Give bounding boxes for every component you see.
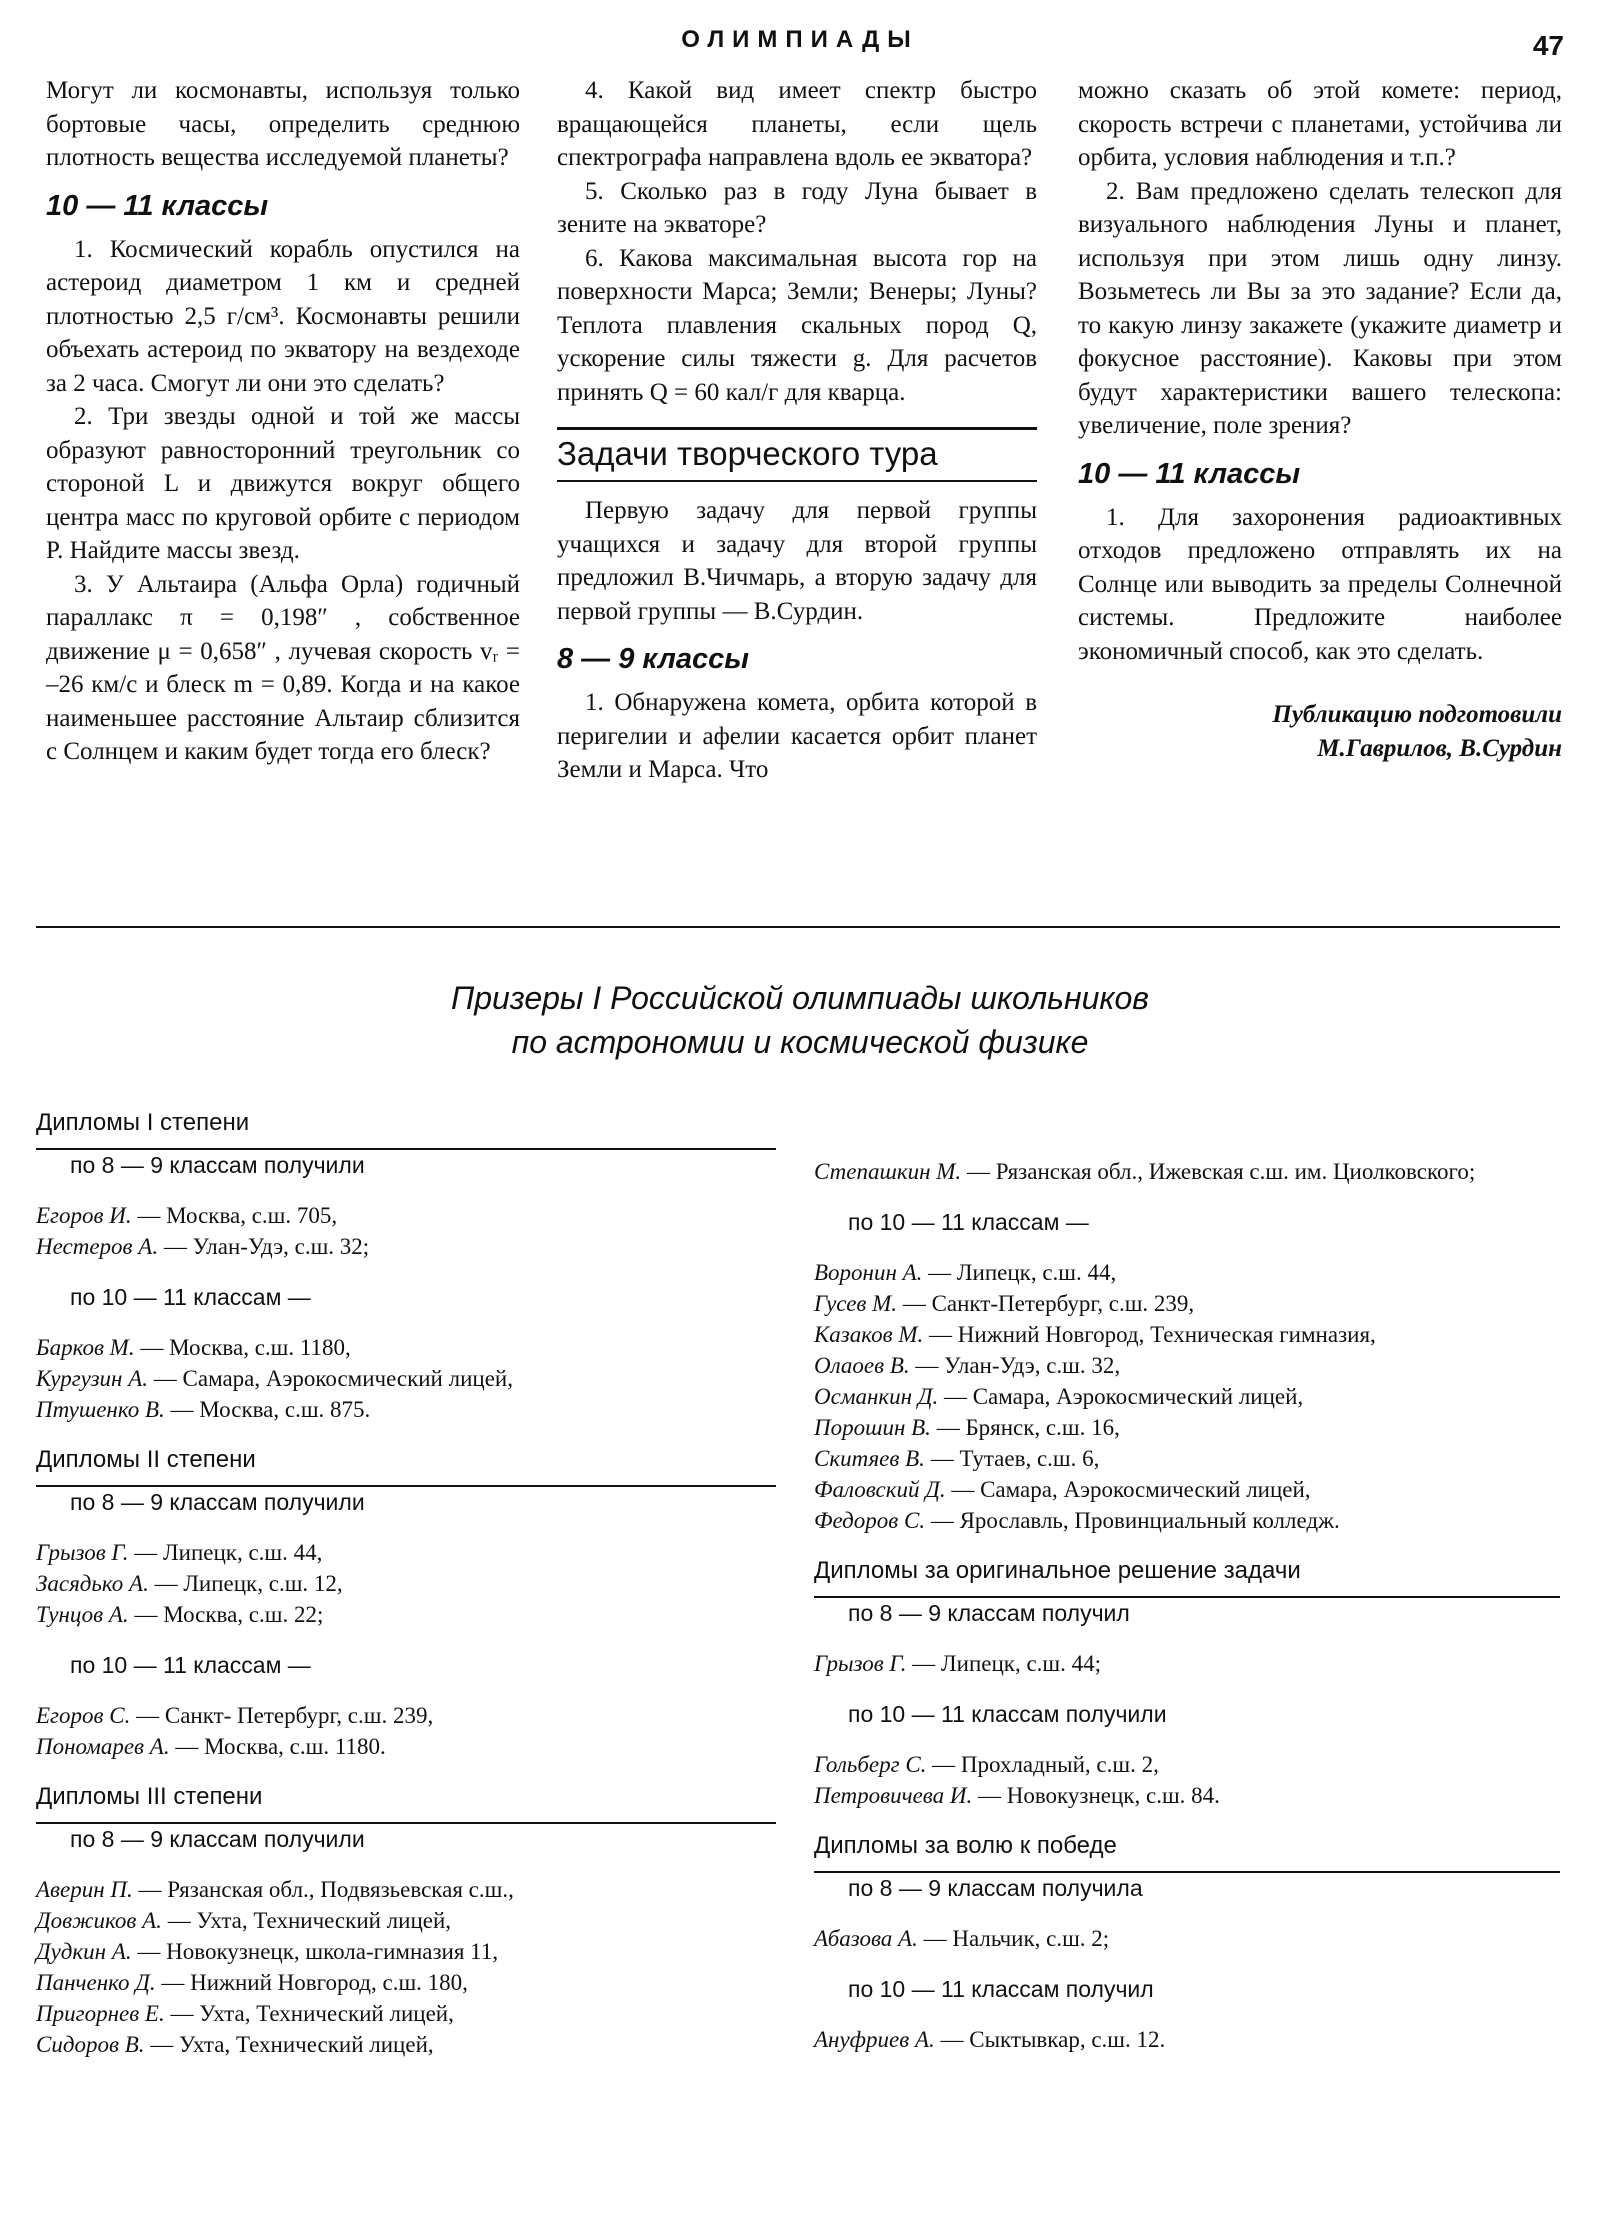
problem-2: 2. Вам предложено сделать телескоп для визуального наблюдения Луны и планет, используя при этом лишь одну линзу. Возьметесь ли Вы за это задание? Если да, то какую линзу закажете (укажите диаметр и фокусное расстояние). Каковы при этом будут характеристики вашего телескопа: увеличение, поле зрения? [1078,177,1562,439]
section-heading-creative: Задачи творческого тура [557,427,1037,482]
paragraph: Могут ли космонавты, используя только бортовые часы, определить среднюю плотность вещества исследуемой планеты? [46,77,520,171]
winner-entry [814,1288,1560,1319]
winner-entry [814,2024,1560,2055]
winner-entry [814,1780,1560,1811]
text-column-1 [46,74,520,769]
winner-info: — Улан-Удэ, с.ш. 32; [158,1234,370,1259]
winner-info: — Ухта, Технический лицей, [144,2032,434,2057]
winner-name: Ануфриев А. [814,2027,935,2052]
diploma-heading: Дипломы III степени [36,1783,263,1810]
winner-info: — Москва, с.ш. 22; [128,1602,324,1627]
winner-name: Егоров И. [36,1203,132,1228]
winner-info: — Рязанская обл., Подвязьевская с.ш., [132,1877,514,1902]
winner-name: Грызов Г. [36,1540,129,1565]
grade-subheading: по 10 — 11 классам получил [848,1976,1154,2002]
winner-name: Сидоров В. [36,2032,145,2057]
winner-name: Порошин В. [814,1415,931,1440]
winner-entry [814,1749,1560,1780]
winner-info: — Тутаев, с.ш. 6, [924,1446,1100,1471]
problem-1: 1. Космический корабль опустился на астероид диаметром 1 км и средней плотностью 2,5 г/см³. Космонавты решили объехать астероид по экватору на вездеходе за 2 часа. Смогут ли они это сделать? [46,235,520,397]
problem-1: 1. Обнаружена комета, орбита которой в перигелии и афелии касается орбит планет Земли и Марса. Что [557,689,1037,783]
winner-name: Егоров С. [36,1703,131,1728]
winner-name: Воронин А. [814,1260,923,1285]
winner-entry [814,1474,1560,1505]
winner-entry [36,1332,776,1363]
winner-entry [814,1505,1560,1536]
diploma-heading: Дипломы за оригинальное решение задачи [814,1557,1301,1584]
winner-entry [36,1394,776,1425]
grade-subheading: по 10 — 11 классам получили [848,1701,1167,1727]
paragraph: Первую задачу для первой группы учащихся и задачу для второй группы предложил В.Чичмарь, а вторую задачу для первой группы — В.Сурдин. [557,497,1037,625]
winner-name: Османкин Д. [814,1384,939,1409]
prize-list-right [814,1156,1560,2055]
winner-info: — Новокузнецк, школа-гимназия 11, [131,1939,499,1964]
winner-entry [36,1936,776,1967]
section-divider [36,926,1560,928]
winner-name: Абазова А. [814,1926,918,1951]
winner-info: — Нижний Новгород, с.ш. 180, [155,1970,468,1995]
grade-heading: 10 — 11 классы [1078,457,1301,490]
signoff [1078,698,1562,765]
winner-entry [36,1200,776,1231]
winner-name: Пономарев А. [36,1734,170,1759]
diploma-heading: Дипломы II степени [36,1446,256,1473]
grade-subheading: по 8 — 9 классам получили [70,1152,365,1178]
winner-name: Довжиков А. [36,1908,162,1933]
winner-name: Гусев М. [814,1291,898,1316]
prize-list-left [36,1108,776,2060]
winner-name: Федоров С. [814,1508,926,1533]
winner-name: Степашкин М. [814,1159,962,1184]
winner-entry [814,1443,1560,1474]
winner-name: Панченко Д. [36,1970,156,1995]
signoff-line: Публикацию подготовили [1272,701,1562,728]
text-column-3 [1078,74,1562,765]
paragraph: можно сказать об этой комете: период, скорость встречи с планетами, устойчива ли орбита, условия наблюдения и т.п.? [1078,77,1562,171]
winner-entry [814,1412,1560,1443]
problem-3: 3. У Альтаира (Альфа Орла) годичный параллакс π = 0,198″ , собственное движение μ = 0,658″ , лучевая скорость vᵣ = –26 км/с и блеск m = 0,89. Когда и на какое наименьшее расстояние Альтаир сблизится с Солнцем и каким будет тогда его блеск? [46,570,520,765]
problem-2: 2. Три звезды одной и той же массы образуют равносторонний треугольник со стороной L и движутся вокруг общего центра масс по круговой орбите с периодом P. Найдите массы звезд. [46,403,520,564]
winner-info: — Прохладный, с.ш. 2, [926,1752,1159,1777]
winner-entry [36,1700,776,1731]
problem-1: 1. Для захоронения радиоактивных отходов предложено отправлять их на Солнце или выводить за пределы Солнечной системы. Предложите наиболее экономичный способ, как это сделать. [1078,503,1562,665]
winner-entry [36,1599,776,1630]
winner-info: — Улан-Удэ, с.ш. 32, [909,1353,1121,1378]
grade-subheading: по 8 — 9 классам получили [70,1489,365,1515]
prize-title [0,976,1600,1064]
winner-name: Барков М. [36,1335,135,1360]
problem-6: 6. Какова максимальная высота гор на поверхности Марса; Земли; Венеры; Луны? Теплота плавления скальных пород Q, ускорение силы тяжести g. Для расчетов принять Q = 60 кал/г для кварца. [557,244,1037,406]
winner-entry [814,1381,1560,1412]
winner-info: — Новокузнецк, с.ш. 84. [972,1783,1220,1808]
grade-subheading: по 10 — 11 классам — [70,1652,311,1678]
winner-info: — Сыктывкар, с.ш. 12. [934,2027,1166,2052]
grade-heading: 8 — 9 классы [557,643,750,675]
winner-info: — Ярославль, Провинциальный колледж. [925,1508,1340,1533]
winner-name: Нестеров А. [36,1234,159,1259]
winner-name: Казаков М. [814,1322,924,1347]
winner-entry [36,1998,776,2029]
winner-entry [814,1319,1560,1350]
winner-info: — Нальчик, с.ш. 2; [917,1926,1110,1951]
winner-entry [36,1231,776,1262]
winner-info: — Липецк, с.ш. 12, [148,1571,343,1596]
winner-info: — Рязанская обл., Ижевская с.ш. им. Циолковского; [961,1159,1476,1184]
winner-entry [36,1967,776,1998]
winner-entry [36,1905,776,1936]
winner-entry [814,1648,1560,1679]
winner-info: — Нижний Новгород, Техническая гимназия, [923,1322,1376,1347]
winner-info: — Самара, Аэрокосмический лицей, [938,1384,1304,1409]
signoff-authors: М.Гаврилов, В.Сурдин [1317,734,1562,762]
winner-info: — Самара, Аэрокосмический лицей, [945,1477,1311,1502]
winner-name: Засядько А. [36,1571,149,1596]
problem-4: 4. Какой вид имеет спектр быстро вращающейся планеты, если щель спектрографа направлена вдоль ее экватора? [557,77,1037,171]
winner-name: Олаоев В. [814,1353,910,1378]
winner-info: — Москва, с.ш. 875. [164,1397,371,1422]
winner-name: Птушенко В. [36,1397,165,1422]
prize-title-line-1: Призеры I Российской олимпиады школьников [451,980,1149,1016]
winner-entry [814,1350,1560,1381]
winner-name: Аверин П. [36,1877,133,1902]
winner-entry [36,1537,776,1568]
diploma-heading: Дипломы I степени [36,1109,250,1136]
winner-info: — Москва, с.ш. 1180, [134,1335,351,1360]
grade-subheading: по 10 — 11 классам — [848,1209,1089,1235]
winner-name: Кургузин А. [36,1366,149,1391]
winner-info: — Самара, Аэрокосмический лицей, [148,1366,513,1391]
winner-name: Фаловский Д. [814,1477,946,1502]
winner-name: Грызов Г. [814,1651,907,1676]
winner-entry [814,1257,1560,1288]
winner-info: — Липецк, с.ш. 44, [128,1540,323,1565]
winner-entry [36,1874,776,1905]
winner-info: — Липецк, с.ш. 44, [922,1260,1117,1285]
grade-heading: 10 — 11 классы [46,189,269,222]
winner-entry [36,1363,776,1394]
winner-info: — Санкт- Петербург, с.ш. 239, [130,1703,434,1728]
running-head: ОЛИМПИАДЫ [681,26,919,53]
winner-info: — Липецк, с.ш. 44; [906,1651,1101,1676]
winner-entry [36,1731,776,1762]
grade-subheading: по 8 — 9 классам получили [70,1826,365,1852]
winner-name: Гольберг С. [814,1752,927,1777]
grade-subheading: по 8 — 9 классам получил [848,1600,1130,1626]
prize-title-line-2: по астрономии и космической физике [511,1024,1089,1060]
winner-entry [36,2029,776,2060]
winner-entry [814,1156,1560,1187]
winner-name: Петровичева И. [814,1783,973,1808]
winner-name: Дудкин А. [36,1939,132,1964]
grade-subheading: по 10 — 11 классам — [70,1284,311,1310]
winner-info: — Москва, с.ш. 705, [131,1203,338,1228]
text-column-2 [557,74,1037,787]
winner-entry [814,1923,1560,1954]
winner-entry [36,1568,776,1599]
problem-5: 5. Сколько раз в году Луна бывает в зените на экваторе? [557,177,1037,238]
grade-subheading: по 8 — 9 классам получила [848,1875,1143,1901]
winner-info: — Санкт-Петербург, с.ш. 239, [897,1291,1195,1316]
winner-info: — Ухта, Технический лицей, [161,1908,452,1933]
diploma-heading: Дипломы за волю к победе [814,1832,1117,1859]
winner-name: Пригорнев Е. [36,2001,165,2026]
winner-info: — Ухта, Технический лицей, [164,2001,454,2026]
winner-name: Тунцов А. [36,1602,129,1627]
winner-info: — Москва, с.ш. 1180. [169,1734,386,1759]
winner-name: Скитяев В. [814,1446,925,1471]
winner-info: — Брянск, с.ш. 16, [930,1415,1120,1440]
page-number: 47 [1532,30,1564,61]
